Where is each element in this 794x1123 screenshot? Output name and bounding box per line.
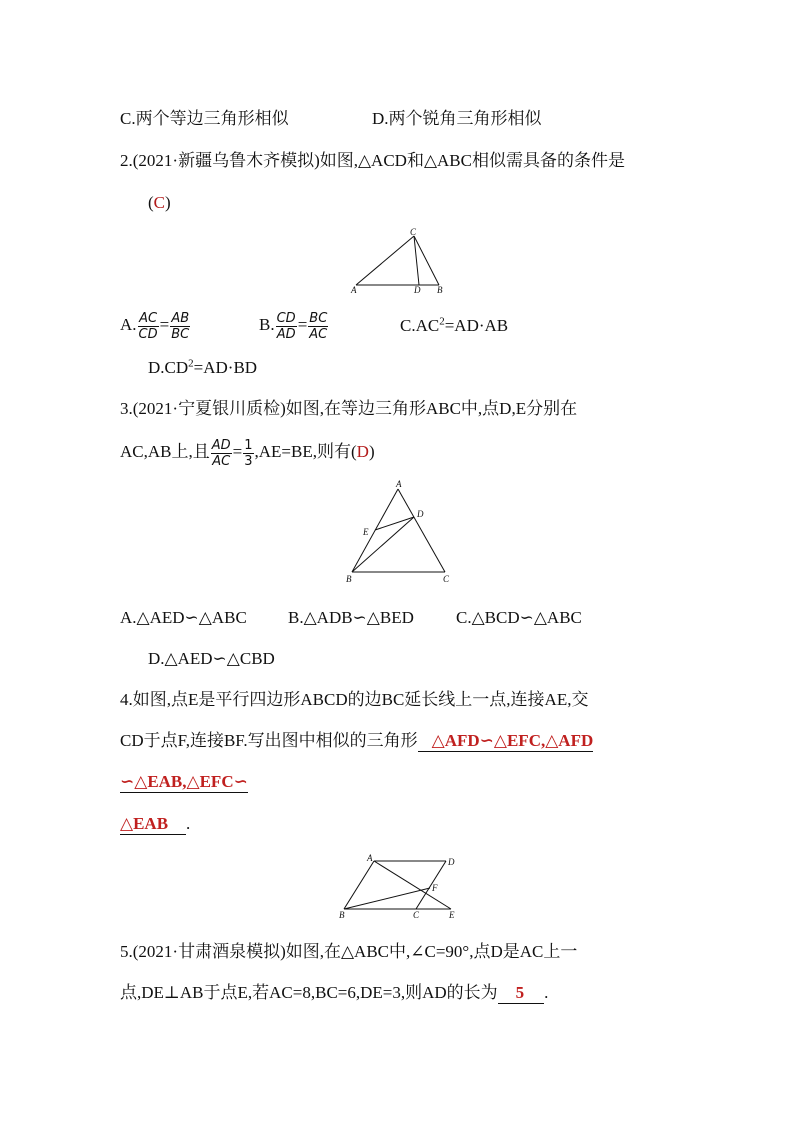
q1-option-c: C.两个等边三角形相似: [120, 109, 289, 128]
q2-fig-label-c: C: [410, 227, 417, 237]
q3-fig-label-d: D: [417, 509, 424, 519]
q3-stem: 3.(2021·宁夏银川质检)如图,在等边三角形ABC中,点D,E分别在: [120, 399, 578, 418]
q4-answer-part2: ∽△EAB,△EFC∽: [120, 772, 248, 791]
q5-answer: 5: [515, 983, 525, 1002]
q4-fig-label-a: A: [367, 853, 373, 863]
q2-fig-label-d: D: [414, 285, 421, 295]
q2-fig-label-a: A: [351, 285, 357, 295]
q3-option-d: D.△AED∽△CBD: [148, 649, 275, 668]
q4-answer-part1: △AFD∽△EFC,△AFD: [431, 731, 594, 750]
q3-answer-letter: D: [356, 442, 369, 461]
q3-fig-label-e: E: [363, 527, 369, 537]
q4-figure: [334, 850, 464, 922]
q3-stem-line2: AC,AB上,且 $\frac{AD}{AC}$ = $\frac{1}{3}$ ,AE=BE,则有(D): [120, 437, 375, 469]
q2-fig-label-b: B: [437, 285, 443, 295]
q4-answer-line3: △EAB .: [120, 814, 191, 833]
q5-stem-line1: 5.(2021·甘肃酒泉模拟)如图,在△ABC中,∠C=90°,点D是AC上一: [120, 942, 578, 961]
q3-option-a: A.△AED∽△ABC: [120, 608, 247, 627]
q3-option-c: C.△BCD∽△ABC: [456, 608, 582, 627]
q5-stem-line2: 点,DE⊥AB于点E,若AC=8,BC=6,DE=3,则AD的长为 5 .: [120, 983, 549, 1002]
q3-figure: [342, 477, 458, 587]
q4-fig-label-c: C: [413, 910, 420, 920]
q2-stem: 2.(2021·新疆乌鲁木齐模拟)如图,△ACD和△ABC相似需具备的条件是: [120, 151, 625, 170]
q4-answer-part3: △EAB: [120, 814, 169, 833]
q2-option-c: $C.AC^2=AD\cdot AB$: [400, 315, 509, 335]
q2-option-a: A. $\frac{AC}{CD}$ = $\frac{AB}{BC}$: [120, 310, 190, 342]
q2-answer-letter: C: [153, 193, 166, 212]
q2-option-d: $D.CD^2=AD\cdot BD$: [148, 357, 258, 377]
q4-fig-label-f: F: [432, 883, 438, 893]
q4-fig-label-b: B: [339, 910, 345, 920]
q3-option-b: B.△ADB∽△BED: [288, 608, 414, 627]
q3-fig-label-a: A: [396, 479, 402, 489]
q4-fig-label-e: E: [449, 910, 455, 920]
q2-option-b: B. $\frac{CD}{AD}$ = $\frac{BC}{AC}$: [259, 310, 328, 342]
q2-answer: (C): [148, 193, 171, 212]
q4-answer-line2: [120, 771, 248, 793]
q4-fig-label-d: D: [448, 857, 455, 867]
q3-fig-label-b: B: [346, 574, 352, 584]
q4-stem-line2: CD于点F,连接BF.写出图中相似的三角形 △AFD∽△EFC,△AFD: [120, 731, 594, 750]
q1-option-d: D.两个锐角三角形相似: [372, 109, 542, 128]
q4-stem-line1: 4.如图,点E是平行四边形ABCD的边BC延长线上一点,连接AE,交: [120, 690, 589, 709]
q2-figure: [346, 226, 450, 296]
q3-fig-label-c: C: [443, 574, 450, 584]
